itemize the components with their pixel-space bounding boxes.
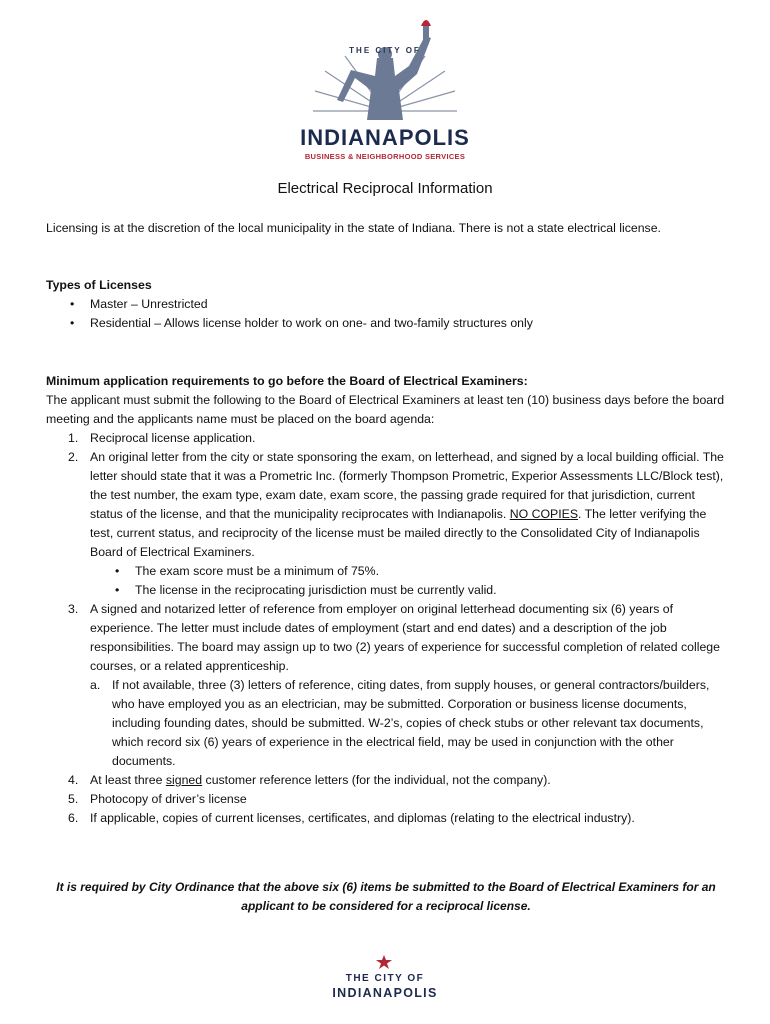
item-text: Photocopy of driver’s license [90,792,247,806]
item-number: 2. [68,450,79,464]
footer-logo-city: THE CITY OF [345,973,425,984]
requirements-list [68,429,730,828]
item-number: 5. [68,792,79,806]
footer-logo-name: INDIANAPOLIS [332,986,438,1000]
logo-name-text: INDIANAPOLIS [300,125,470,150]
footer-logo [320,955,450,1005]
logo-subtitle-text: BUSINESS & NEIGHBORHOOD SERVICES [304,152,466,161]
list-item [68,771,730,790]
item-text: If applicable, copies of current licenses, certificates, and diplomas (relating to the electrical industry). [90,811,635,825]
no-copies-text: NO COPIES [509,507,579,521]
sub-bullet-list [90,562,730,600]
logo-city-text: THE CITY OF [349,46,421,55]
ordinance-note: It is required by City Ordinance that the above six (6) items be submitted to the Board of Electrical Examiners for an applicant to be considered for a reciprocal license. [56,880,716,913]
types-list [90,295,730,333]
list-item [68,790,730,809]
item-text: . The letter verifying the test, current status, and reciprocity of the license must be mailed directly to the Consolidated City of Indianapolis Board of Electrical Examiners. [90,507,707,559]
list-item [68,448,730,600]
star-icon [376,955,392,969]
item-number: 6. [68,811,79,825]
item-text: If not available, three (3) letters of reference, citing dates, from supply houses, or general contractors/builders, who have employed you as an electrician, may be submitted. Corporation or business license documents, including founding dates, should be submitted. W-2’s, copies of check stubs or other relevant tax documents, which record six (6) years of experience in the electrical field, may be used in conjunction with the other documents. [112,678,710,768]
page-title: Electrical Reciprocal Information [277,180,493,197]
sub-item [90,676,730,771]
list-item: • Residential – Allows license holder to work on one- and two-family structures only [90,314,730,333]
list-item [68,429,730,448]
list-item: • The license in the reciprocating jurisdiction must be currently valid. [135,581,730,600]
item-text: customer reference letters (for the individual, not the company). [202,773,551,787]
item-number: 4. [68,773,79,787]
item-text: Reciprocal license application. [90,431,256,445]
types-heading: Types of Licenses [46,278,152,292]
item-number: 1. [68,431,79,445]
list-item: • Master – Unrestricted [90,295,730,314]
item-text: At least three [90,773,166,787]
requirements-intro: The applicant must submit the following to the Board of Electrical Examiners at least ten (10) business days before the board meeting and the applicants name must be placed on the board agenda: [46,393,725,426]
requirements-heading: Minimum application requirements to go before the Board of Electrical Examiners: [46,374,528,388]
signed-text: signed [165,773,203,787]
list-item [68,600,730,771]
item-text: An original letter from the city or state sponsoring the exam, on letterhead, and signed by a local building official. The letter should state that it was a Prometric Inc. (formerly Thompson Prometric, Experior Assessments LLC/Block test), the test number, the exam type, exam date, exam score, the passing grade required for that jurisdiction, current status of the license, and that the municipality reciprocates with Indianapolis. [90,450,724,521]
intro-paragraph: Licensing is at the discretion of the local municipality in the state of Indiana. There is not a state electrical license. [46,221,661,235]
item-text: A signed and notarized letter of reference from employer on original letterhead documenting six (6) years of experience. The letter must include dates of employment (start and end dates) and a description of the job responsibilities. The board may assign up to two (2) years of experience for successful completion of related college courses, or a related apprenticeship. [90,602,720,673]
list-item: • The exam score must be a minimum of 75%. [135,562,730,581]
city-logo [285,16,485,166]
item-number: 3. [68,602,79,616]
item-letter: a. [90,678,101,692]
list-item [68,809,730,828]
